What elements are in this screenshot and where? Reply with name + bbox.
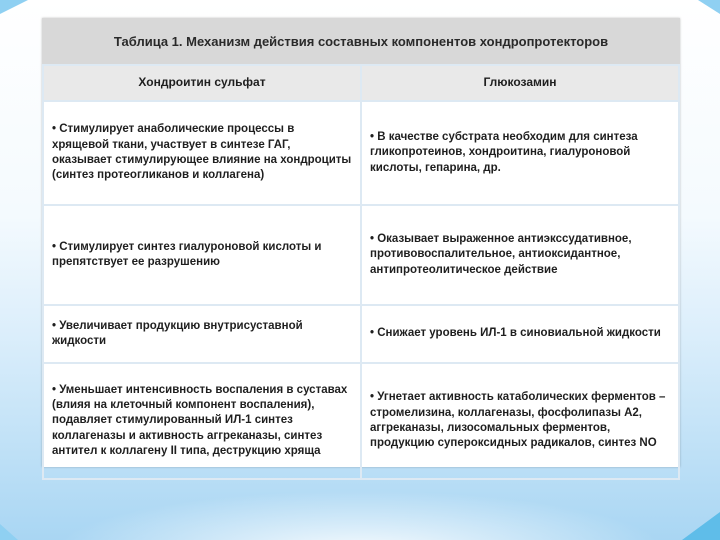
column-header-glucosamine: Глюкозамин — [361, 65, 679, 101]
table-cell-chondroitin: • Увеличивает продукцию внутрисуставной жидкости — [43, 305, 361, 363]
table-row — [43, 363, 679, 479]
column-header-chondroitin: Хондроитин сульфат — [43, 65, 361, 101]
table-header-row — [43, 65, 679, 101]
mechanism-table — [42, 64, 680, 480]
table-cell-glucosamine: • Снижает уровень ИЛ-1 в синовиальной жидкости — [361, 305, 679, 363]
table-title: Таблица 1. Механизм действия составных компонентов хондропротекторов — [42, 18, 680, 65]
table-cell-glucosamine: • В качестве субстрата необходим для синтеза гликопротеинов, хондроитина, гиалуроновой кислоты, гепарина, др. — [361, 101, 679, 205]
corner-decoration-top-right — [698, 0, 720, 14]
background-glow — [0, 480, 720, 540]
table-row — [43, 101, 679, 205]
table-cell-chondroitin: • Стимулирует синтез гиалуроновой кислоты и препятствует ее разрушению — [43, 205, 361, 305]
table-row — [43, 305, 679, 363]
table-cell-chondroitin: • Стимулирует анаболические процессы в хрящевой ткани, участвует в синтезе ГАГ, оказывает стимулирующее влияние на хондроциты (синтез протеогликанов и коллагена) — [43, 101, 361, 205]
table-cell-glucosamine: • Оказывает выраженное антиэкссудативное, противовоспалительное, антиоксидантное, антипротеолитическое действие — [361, 205, 679, 305]
slide-table-panel — [42, 18, 680, 467]
table-cell-chondroitin: • Уменьшает интенсивность воспаления в суставах (влияя на клеточный компонент воспаления), подавляет стимулированный ИЛ-1 синтез коллагеназы и активность аггреканазы, синтез антител к коллагену II типа, деструкцию хряща — [43, 363, 361, 479]
table-cell-glucosamine: • Угнетает активность катаболических ферментов – стромелизина, коллагеназы, фосфолипазы А2, аггреканазы, лизосомальных ферментов, продукцию супероксидных радикалов, синтез NO — [361, 363, 679, 479]
corner-decoration-top-left — [0, 0, 28, 14]
table-row — [43, 205, 679, 305]
